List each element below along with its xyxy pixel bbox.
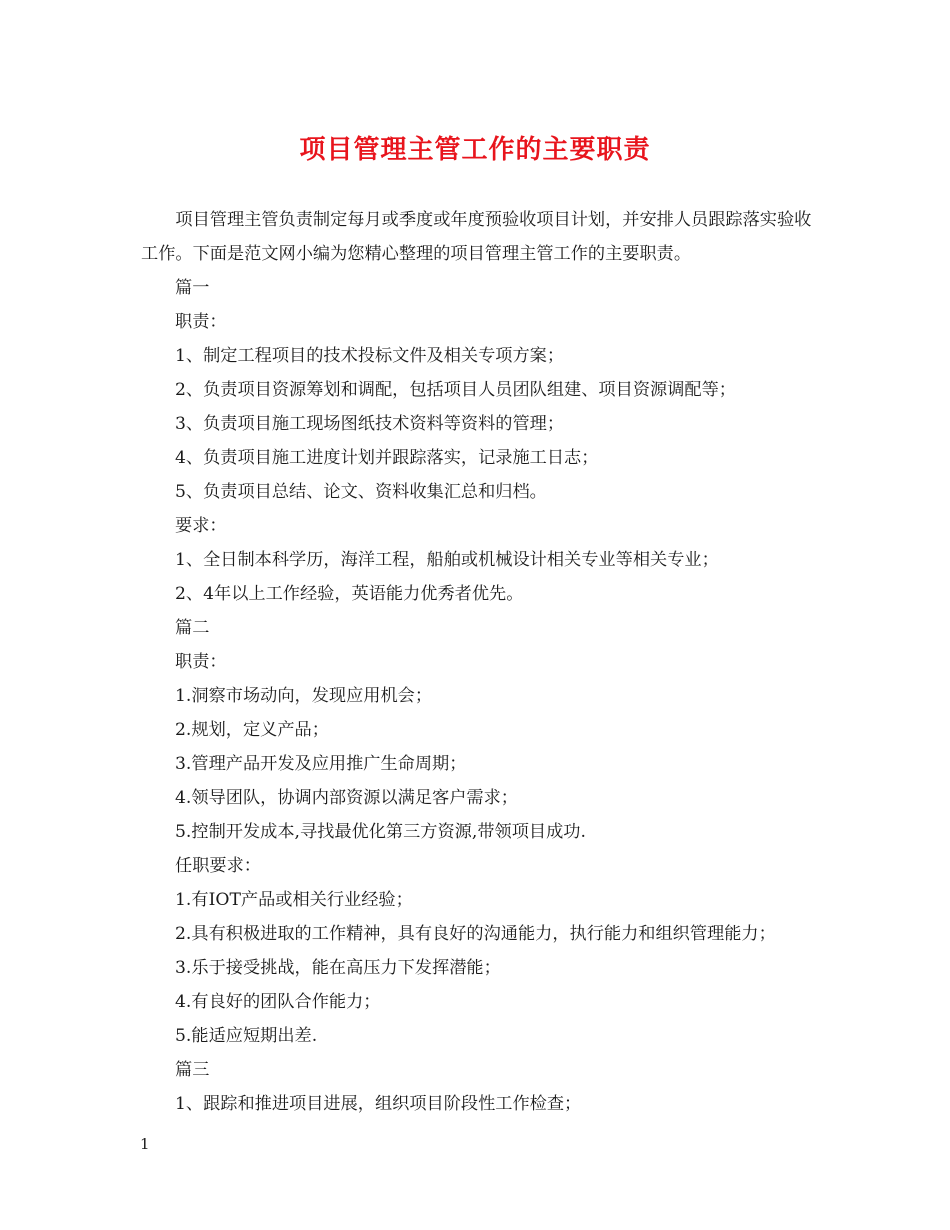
list-item: 5、负责项目总结、论文、资料收集汇总和归档。 [175, 482, 547, 502]
list-item: 4、负责项目施工进度计划并跟踪落实，记录施工日志； [175, 448, 599, 468]
list-item: 2、4年以上工作经验，英语能力优秀者优先。 [175, 584, 524, 604]
page-number: 1 [140, 1135, 150, 1153]
list-item: 3、负责项目施工现场图纸技术资料等资料的管理； [175, 414, 565, 434]
list-item: 4.有良好的团队合作能力； [175, 992, 381, 1012]
list-item: 1、全日制本科学历，海洋工程，船舶或机械设计相关专业等相关专业； [175, 550, 719, 570]
list-item: 5.控制开发成本,寻找最优化第三方资源,带领项目成功. [175, 822, 586, 842]
list-item: 4.领导团队，协调内部资源以满足客户需求； [175, 788, 518, 808]
list-item: 1、跟踪和推进项目进展，组织项目阶段性工作检查； [175, 1094, 582, 1114]
duties-label: 职责： [175, 652, 227, 672]
intro-paragraph: 项目管理主管负责制定每月或季度或年度预验收项目计划，并安排人员跟踪落实验收工作。下面是范文网小编为您精心整理的项目管理主管工作的主要职责。 [141, 210, 812, 264]
requirements-label: 要求： [175, 516, 227, 536]
duties-label: 职责： [175, 312, 227, 332]
list-item: 1.洞察市场动向，发现应用机会； [175, 686, 433, 706]
list-item: 3.管理产品开发及应用推广生命周期； [175, 754, 467, 774]
requirements-label: 任职要求： [175, 856, 261, 876]
list-item: 2、负责项目资源筹划和调配，包括项目人员团队组建、项目资源调配等； [175, 380, 736, 400]
list-item: 2.具有积极进取的工作精神，具有良好的沟通能力，执行能力和组织管理能力； [175, 924, 776, 944]
list-item: 3.乐于接受挑战，能在高压力下发挥潜能； [175, 958, 501, 978]
list-item: 5.能适应短期出差. [175, 1026, 318, 1046]
document-body [141, 203, 821, 1121]
list-item: 2.规划，定义产品； [175, 720, 329, 740]
section-heading-3: 篇三 [175, 1060, 210, 1080]
section-heading-2: 篇二 [175, 618, 210, 638]
document-title: 项目管理主管工作的主要职责 [299, 135, 651, 165]
section-heading-1: 篇一 [175, 278, 210, 298]
list-item: 1.有IOT产品或相关行业经验； [175, 890, 413, 910]
list-item: 1、制定工程项目的技术投标文件及相关专项方案； [175, 346, 565, 366]
